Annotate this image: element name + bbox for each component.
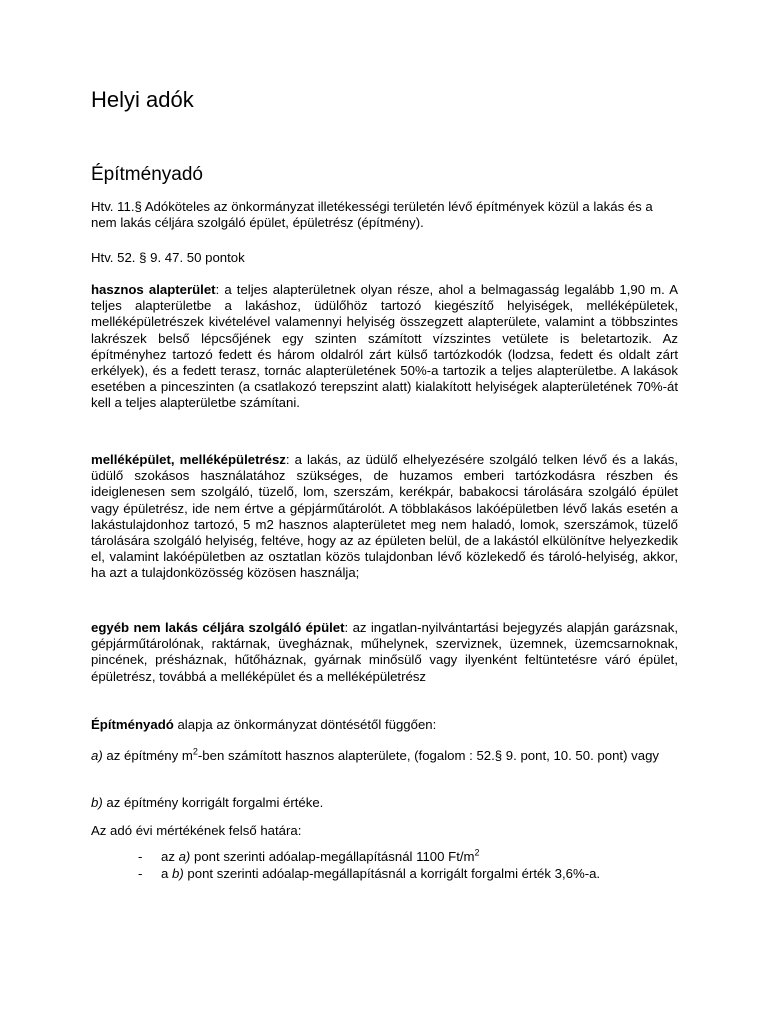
superscript: 2 [192, 746, 198, 757]
list-text: pont szerinti adóalap-megállapításnál a korrigált forgalmi érték 3,6%-a. [183, 866, 601, 882]
superscript: 2 [474, 847, 480, 858]
list-dash: - [138, 849, 143, 864]
definition-text: : a teljes alapterületnek olyan része, ahol a belmagasság legalább 1,90 m. A teljes alapterületbe a lakáshoz, üdülőhöz tartozó kiegészítő helyiségek, melléképületek, melléképületrészek kivételével valamennyi helyiség összegzett alapterülete, valamint a többszintes lakrészek belső lépcsőjének egy szinten számított vízszintes vetülete is beletartozik. Az építményhez tartozó fedett és három oldalról zárt külső tartózkodók (lodzsa, fedett és oldalt zárt erkélyek), és a fedett terasz, tornác alapterületének 50%-a tartozik a teljes alapterületbe. A lakások esetében a pinceszinten (a csatlakozó terepszint alatt) kialakított helyiségek alapterületének 70%-át kell a teljes alapterületbe számítani. [91, 282, 678, 411]
tax-basis-text: alapja az önkormányzat döntésétől függően: [173, 717, 437, 732]
list-dash: - [138, 866, 143, 882]
paragraph-rate-limit: Az adó évi mértékének felső határa: [91, 823, 302, 838]
option-b [91, 795, 678, 811]
paragraph-htv-52: Htv. 52. § 9. 47. 50 pontok [91, 250, 245, 265]
option-letter: b) [91, 795, 103, 810]
definition-term: hasznos alapterület [91, 282, 216, 297]
tax-basis-term: Építményadó [91, 717, 174, 732]
definition-term: melléképület, melléképületrész [91, 452, 286, 467]
option-letter: a) [91, 748, 103, 763]
option-a [91, 748, 661, 764]
list-item [91, 865, 691, 882]
section-title: Építményadó [91, 164, 203, 185]
option-text: -ben számított hasznos alapterülete, (fogalom : 52.§ 9. pont, 10. 50. pont) vagy [197, 748, 660, 763]
list-text: pont szerinti adóalap-megállapításnál 1100 Ft/m [190, 849, 475, 864]
rate-limit-list [91, 848, 691, 882]
definition-egyeb-epulet [91, 620, 678, 685]
definition-hasznos-alapterulet [91, 282, 678, 412]
definition-text: : a lakás, az üdülő elhelyezésére szolgáló telken lévő és a lakás, üdülő szokásos használatához szükséges, de huzamos emberi tartózkodásra részben és ideiglenesen sem szolgáló, tüzelő, lom, szerszám, kerékpár, babakocsi tárolására szolgáló épület vagy épületrész, ide nem értve a gépjárműtárolót. A többlakásos lakóépületben lévő lakás esetén a lakástulajdonhoz tartozó, 5 m2 hasznos alapterületet meg nem haladó, lomok, szerszámok, tüzelő tárolására szolgáló helyiség, feltéve, hogy az az épületen belül, de a lakástól elkülönítve helyezkedik el, valamint lakóépületben az osztatlan közös tulajdonban lévő közlekedő és tároló-helyiség, akkor, ha azt a tulajdonközösség közösen használja; [91, 452, 678, 581]
list-letter: b) [172, 866, 184, 882]
list-text: a [161, 866, 172, 882]
list-letter: a) [178, 849, 191, 864]
definition-text: : az ingatlan-nyilvántartási bejegyzés alapján garázsnak, gépjárműtárolónak, raktárnak, üvegháznak, műhelynek, szerviznek, üzemnek, üzemcsarnoknak, pincének, présháznak, hűtőháznak, gyárnak minősülő vagy ilyenként feltüntetésre váró épület, épületrész, továbbá a melléképület és a melléképületrész [91, 620, 678, 684]
paragraph-tax-basis [91, 717, 678, 733]
list-item [91, 848, 691, 865]
document-title: Helyi adók [91, 87, 194, 112]
definition-melleképulet [91, 452, 678, 582]
definition-term: egyéb nem lakás céljára szolgáló épület [91, 620, 345, 635]
option-text: az építmény korrigált forgalmi értéke. [102, 795, 324, 810]
paragraph-htv-11: Htv. 11.§ Adóköteles az önkormányzat illetékességi területén lévő építmények közül a lakás és a nem lakás céljára szolgáló épület, épületrész (építmény). [91, 199, 653, 231]
list-text: az [161, 849, 179, 864]
option-text: az építmény m [102, 748, 193, 763]
